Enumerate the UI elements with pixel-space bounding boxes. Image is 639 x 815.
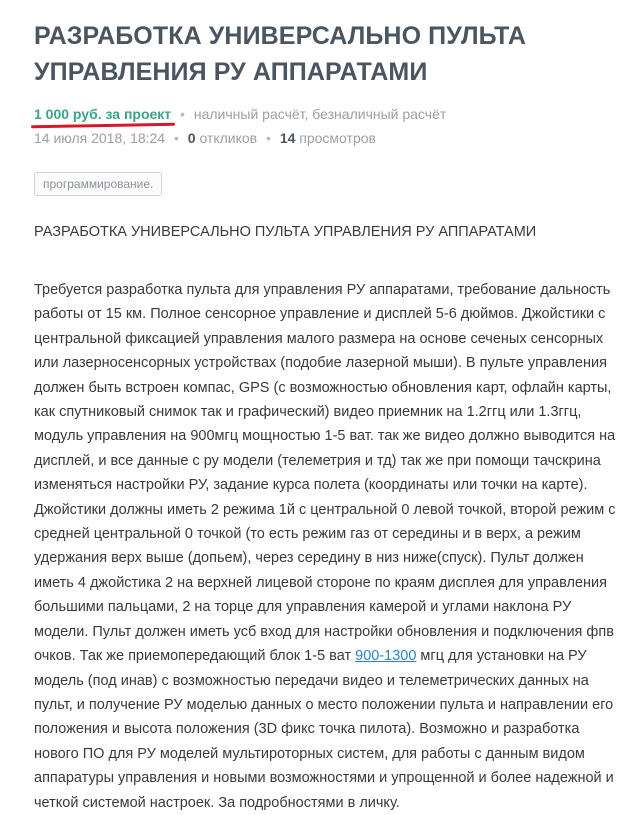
meta-separator: • [266,130,271,146]
project-title: РАЗРАБОТКА УНИВЕРСАЛЬНО ПУЛЬТА УПРАВЛЕНИЯ РУ АППАРАТАМИ [34,22,527,86]
description-text: мгц для установки на РУ модель (под инав) с возможностью передачи видео и телеметрических данных на пульт, и получение РУ моделью данных о место положении пульта и направлении его положения и высота положения (3D фикс точка пилота). Возможно и разработка нового ПО для РУ моделей мультироторных систем, для работы с данным видом аппаратуры управления и новыми возможностями и упрощенной и более надежной и четкой системой настроек. За подробностями в личку. [34,648,614,811]
project-description [34,278,620,815]
responses-count: 0 [187,130,196,146]
meta-separator: • [180,106,185,122]
description-heading: РАЗРАБОТКА УНИВЕРСАЛЬНО ПУЛЬТА УПРАВЛЕНИЯ РУ АППАРАТАМИ [34,224,537,240]
views-label: просмотров [299,130,376,146]
views-count: 14 [279,130,296,146]
category-tag[interactable]: программирование. [34,172,162,196]
project-meta [34,104,615,124]
project-stats [34,128,615,148]
responses-label: откликов [199,130,258,146]
payment-methods: наличный расчёт, безналичный расчёт [193,106,447,122]
description-text: Требуется разработка пульта для управления РУ аппаратами, требование дальность работы от 15 км. Полное сенсорное управление и дисплей 5-6 дюймов. Джойстики с центральной фиксацией управления малого размера на основе сеченых сенсорных или лазерносенсорных устройствах (подобие лазерной мыши). В пульте управления должен быть встроен компас, GPS (с возможностью обновления карт, офлайн карты, как спутниковый снимок так и графический) видео приемник на 1.2ггц или 1.3ггц, модуль управления на 900мгц мощностью 1-5 ват. так же видео должно выводится на дисплей, и все данные с ру модели (телеметрия и тд) так же при помощи тачскрина изменяться настройки РУ, задание курса полета (координаты или точки на карте). Джойстики должны иметь 2 режима 1й с центральной 0 левой точкой, второй режим с средней центральной 0 точкой (то есть режим газ от середины и в верх, а режим удержания верх выше (допьем), через середину в низ ниже(спуск). Пульт должен иметь 4 джойстика 2 на верхней лицевой стороне по краям дисплея для управления большими пальцами, 2 на торце для управления камерой и углами наклона РУ модели. Пульт должен иметь усб вход для настройки обновления и подключения фпв очков. Так же приемопередающий блок 1-5 ват [34,282,616,665]
frequency-link[interactable]: 900-1300 [355,648,417,665]
meta-separator: • [173,130,179,146]
publish-date: 14 июля 2018, 18:24 [34,130,166,146]
project-price: 1 000 руб. за проект [34,106,172,122]
